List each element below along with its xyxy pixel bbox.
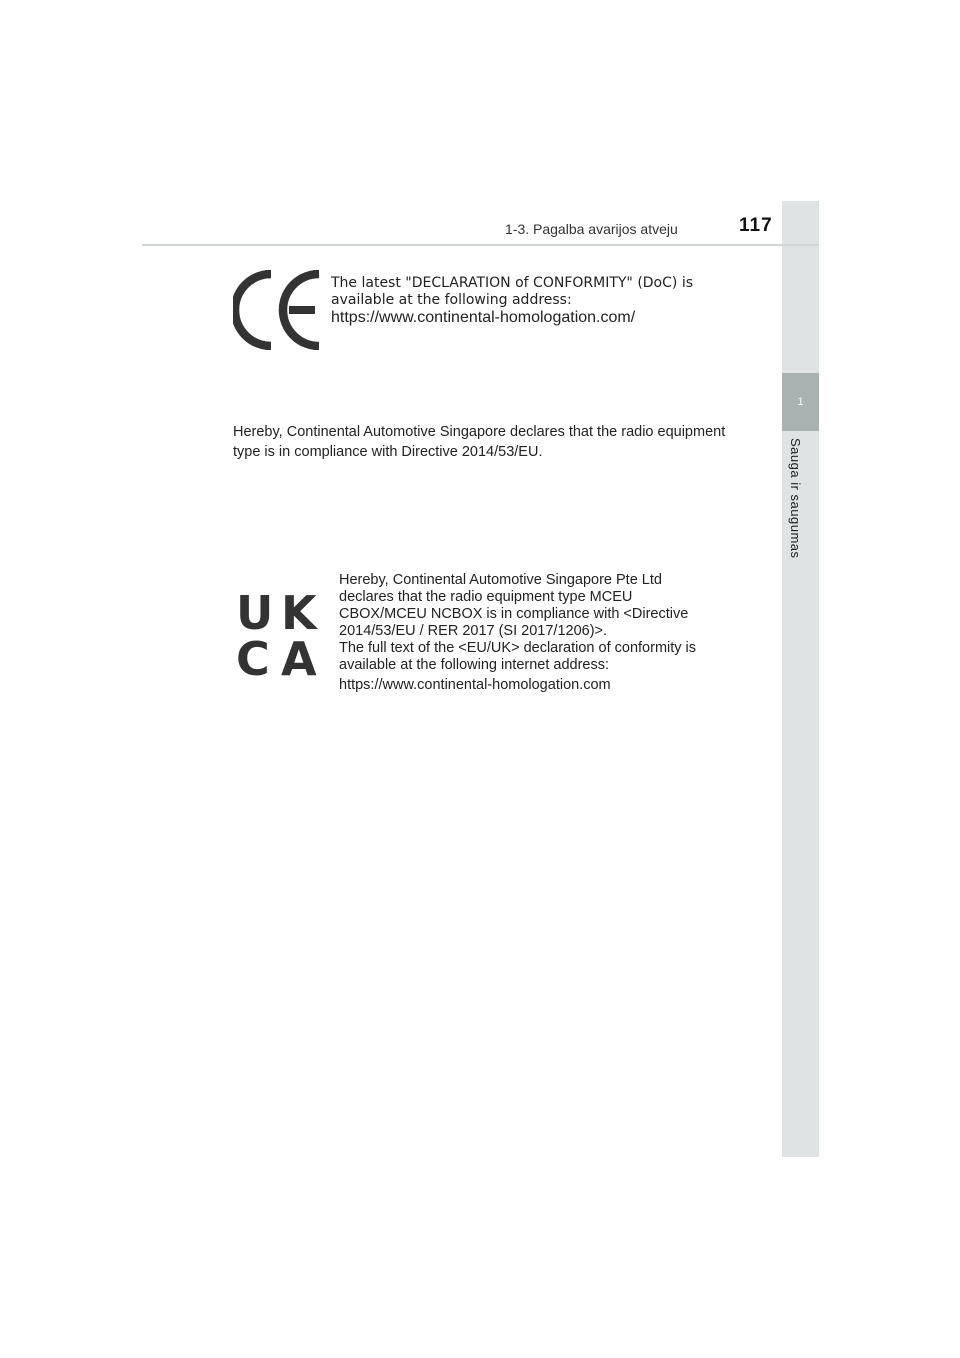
ukca-line5: The full text of the <EU/UK> declaration of conformity is (339, 640, 697, 656)
ukca-line4: 2014/53/EU / RER 2017 (SI 2017/1206)>. (339, 623, 608, 639)
declaration-line2: type is in compliance with Directive 2014/53/EU. (233, 444, 543, 460)
ce-notice-line2: available at the following address: (331, 292, 572, 308)
chapter-label: Sauga ir saugumas (788, 438, 803, 559)
section-title: 1-3. Pagalba avarijos atveju (505, 221, 678, 237)
chapter-tab-active[interactable] (782, 373, 819, 431)
ce-notice-line1: The latest "DECLARATION of CONFORMITY" (DoC) is (331, 275, 693, 291)
ukca-mark-logo (236, 589, 326, 677)
chapter-side-tab (782, 201, 819, 1157)
ukca-letter-c: C (236, 632, 270, 677)
ukca-line6: available at the following internet address: (339, 657, 610, 673)
ce-url[interactable]: https://www.continental-homologation.com/ (331, 309, 636, 326)
ukca-declaration (339, 572, 729, 694)
declaration-line1: Hereby, Continental Automotive Singapore declares that the radio equipment (233, 424, 726, 440)
ukca-letter-a: A (281, 632, 317, 677)
ukca-url[interactable]: https://www.continental-homologation.com (339, 677, 611, 693)
ukca-line1: Hereby, Continental Automotive Singapore Pte Ltd (339, 572, 662, 588)
ce-mark-logo (233, 270, 325, 350)
ukca-line3: CBOX/MCEU NCBOX is in compliance with <Directive (339, 606, 689, 622)
header-rule (142, 244, 819, 246)
declaration-paragraph (233, 422, 733, 462)
ukca-line2: declares that the radio equipment type MCEU (339, 589, 633, 605)
chapter-number: 1 (797, 396, 804, 408)
ce-notice (331, 275, 721, 309)
ukca-letter-k: K (281, 589, 317, 640)
ukca-letter-u: U (236, 589, 274, 640)
page-number: 117 (739, 215, 773, 236)
